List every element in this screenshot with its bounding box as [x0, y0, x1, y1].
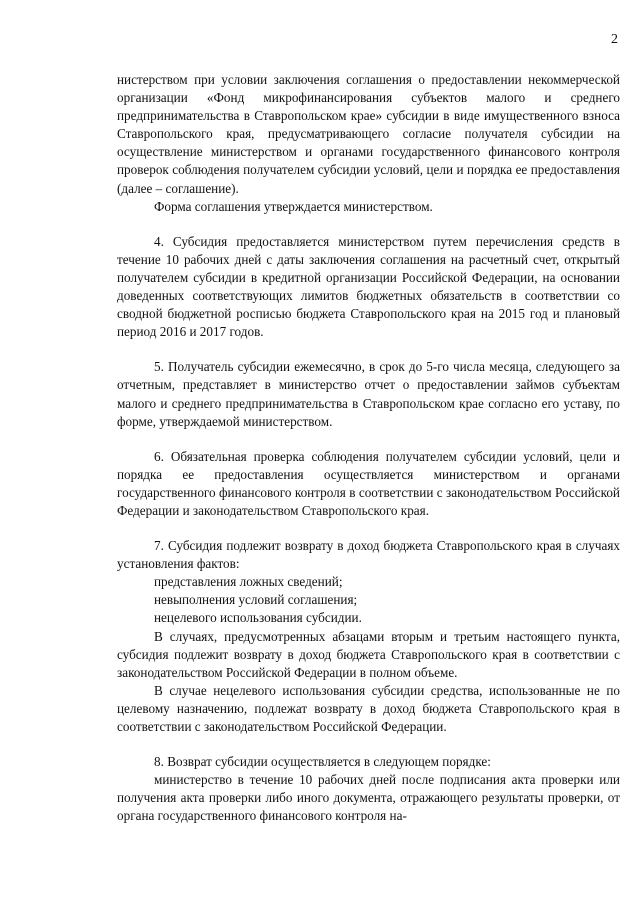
- list-item-misuse: нецелевого использования субсидии.: [154, 610, 362, 626]
- paragraph-item-6: 6. Обязательная проверка соблюдения получателем субсидии условий, цели и порядка ее предоставления осуществляется министерством и органами государственного финансового контроля в соответствии с законодательством Российской Федерации и законодательством Ставропольского края.: [117, 448, 620, 518]
- list-item-non-compliance: невыполнения условий соглашения;: [154, 592, 358, 608]
- paragraph-item-7: 7. Субсидия подлежит возврату в доход бюджета Ставропольского края в случаях установления фактов:: [117, 538, 620, 572]
- paragraph-misuse-return: В случае нецелевого использования субсидии средства, использованные не по целевому назначению, подлежат возврату в доход бюджета Ставропольского края в соответствии с законодательством Российской Федерации.: [117, 682, 620, 734]
- paragraph-ministry-procedure: министерство в течение 10 рабочих дней после подписания акта проверки или получения акта проверки либо иного документа, отражающего результаты проверки, от органа государственного финансового контроля на-: [117, 772, 620, 824]
- paragraph-item-5: 5. Получатель субсидии ежемесячно, в срок до 5-го числа месяца, следующего за отчетным, представляет в министерство отчет о предоставлении займов субъектам малого и среднего предпринимательства в Ставропольском крае согласно его уставу, по форме, утверждаемой министерством.: [117, 359, 620, 429]
- paragraph-consent-continuation: нистерством при условии заключения соглашения о предоставлении некоммерческой организации «Фонд микрофинансирования субъектов малого и среднего предпринимательства в Ставропольском крае» субсидии в виде имущественного взноса Ставропольского края, предусматривающего согласие получателя субсидии на осуществление министерством и органами государственного финансового контроля проверок соблюдения получателем субсидии условий, цели и порядка ее предоставления (далее – соглашение).: [117, 72, 620, 196]
- list-item-false-information: представления ложных сведений;: [154, 574, 343, 590]
- paragraph-full-return: В случаях, предусмотренных абзацами вторым и третьим настоящего пункта, субсидия подлежит возврату в доход бюджета Ставропольского края в соответствии с законодательством Российской Федерации в полном объеме.: [117, 628, 620, 680]
- paragraph-agreement-form: Форма соглашения утверждается министерством.: [154, 198, 433, 214]
- paragraph-item-8: 8. Возврат субсидии осуществляется в следующем порядке:: [154, 754, 491, 770]
- page-number: 2: [611, 32, 618, 47]
- paragraph-item-4: 4. Субсидия предоставляется министерством путем перечисления средств в течение 10 рабочих дней с даты заключения соглашения на расчетный счет, открытый получателем субсидии в кредитной организации Российской Федерации, на основании доведенных соответствующих лимитов бюджетных обязательств в соответствии со сводной бюджетной росписью бюджета Ставропольского края на 2015 год и плановый период 2016 и 2017 годов.: [117, 233, 620, 340]
- document-body: [117, 71, 620, 825]
